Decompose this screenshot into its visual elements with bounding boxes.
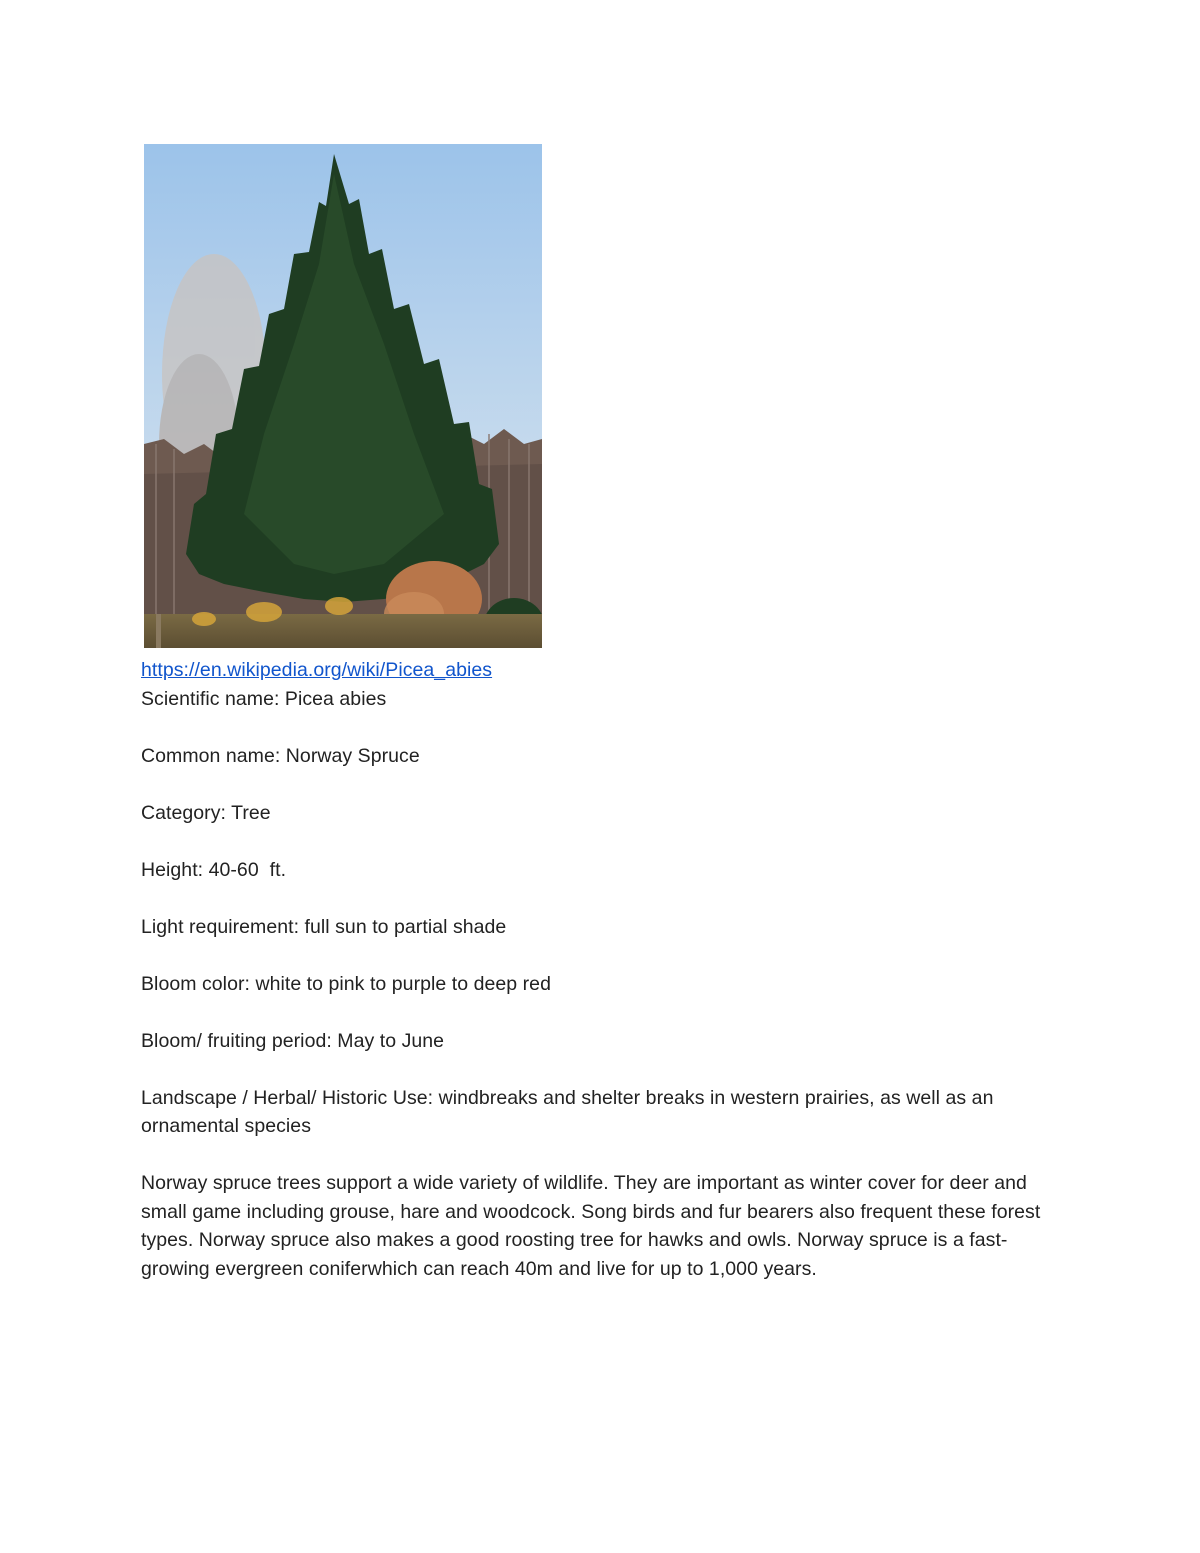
bloom-color-field: Bloom color: white to pink to purple to deep red bbox=[141, 972, 551, 995]
height-field: Height: 40-60 ft. bbox=[141, 858, 287, 881]
landscape-use-field: Landscape / Herbal/ Historic Use: windbreaks and shelter breaks in western prairies, as well as an ornamental species bbox=[141, 1086, 994, 1137]
description-paragraph: Norway spruce trees support a wide variety of wildlife. They are important as winter cover for deer and small game including grouse, hare and woodcock. Song birds and fur bearers also frequent these forest types. Norway spruce also makes a good roosting tree for hawks and owls. Norway spruce is a fast-growing evergreen coniferwhich can reach 40m and live for up to 1,000 years. bbox=[141, 1172, 1041, 1280]
scientific-name-field: Scientific name: Picea abies bbox=[141, 687, 387, 710]
plant-info-text bbox=[141, 656, 1061, 1283]
norway-spruce-photo bbox=[144, 144, 542, 648]
common-name-field: Common name: Norway Spruce bbox=[141, 744, 420, 767]
light-requirement-field: Light requirement: full sun to partial shade bbox=[141, 915, 507, 938]
wikipedia-link[interactable]: https://en.wikipedia.org/wiki/Picea_abies bbox=[141, 659, 493, 681]
category-field: Category: Tree bbox=[141, 801, 271, 824]
bloom-period-field: Bloom/ fruiting period: May to June bbox=[141, 1029, 445, 1052]
